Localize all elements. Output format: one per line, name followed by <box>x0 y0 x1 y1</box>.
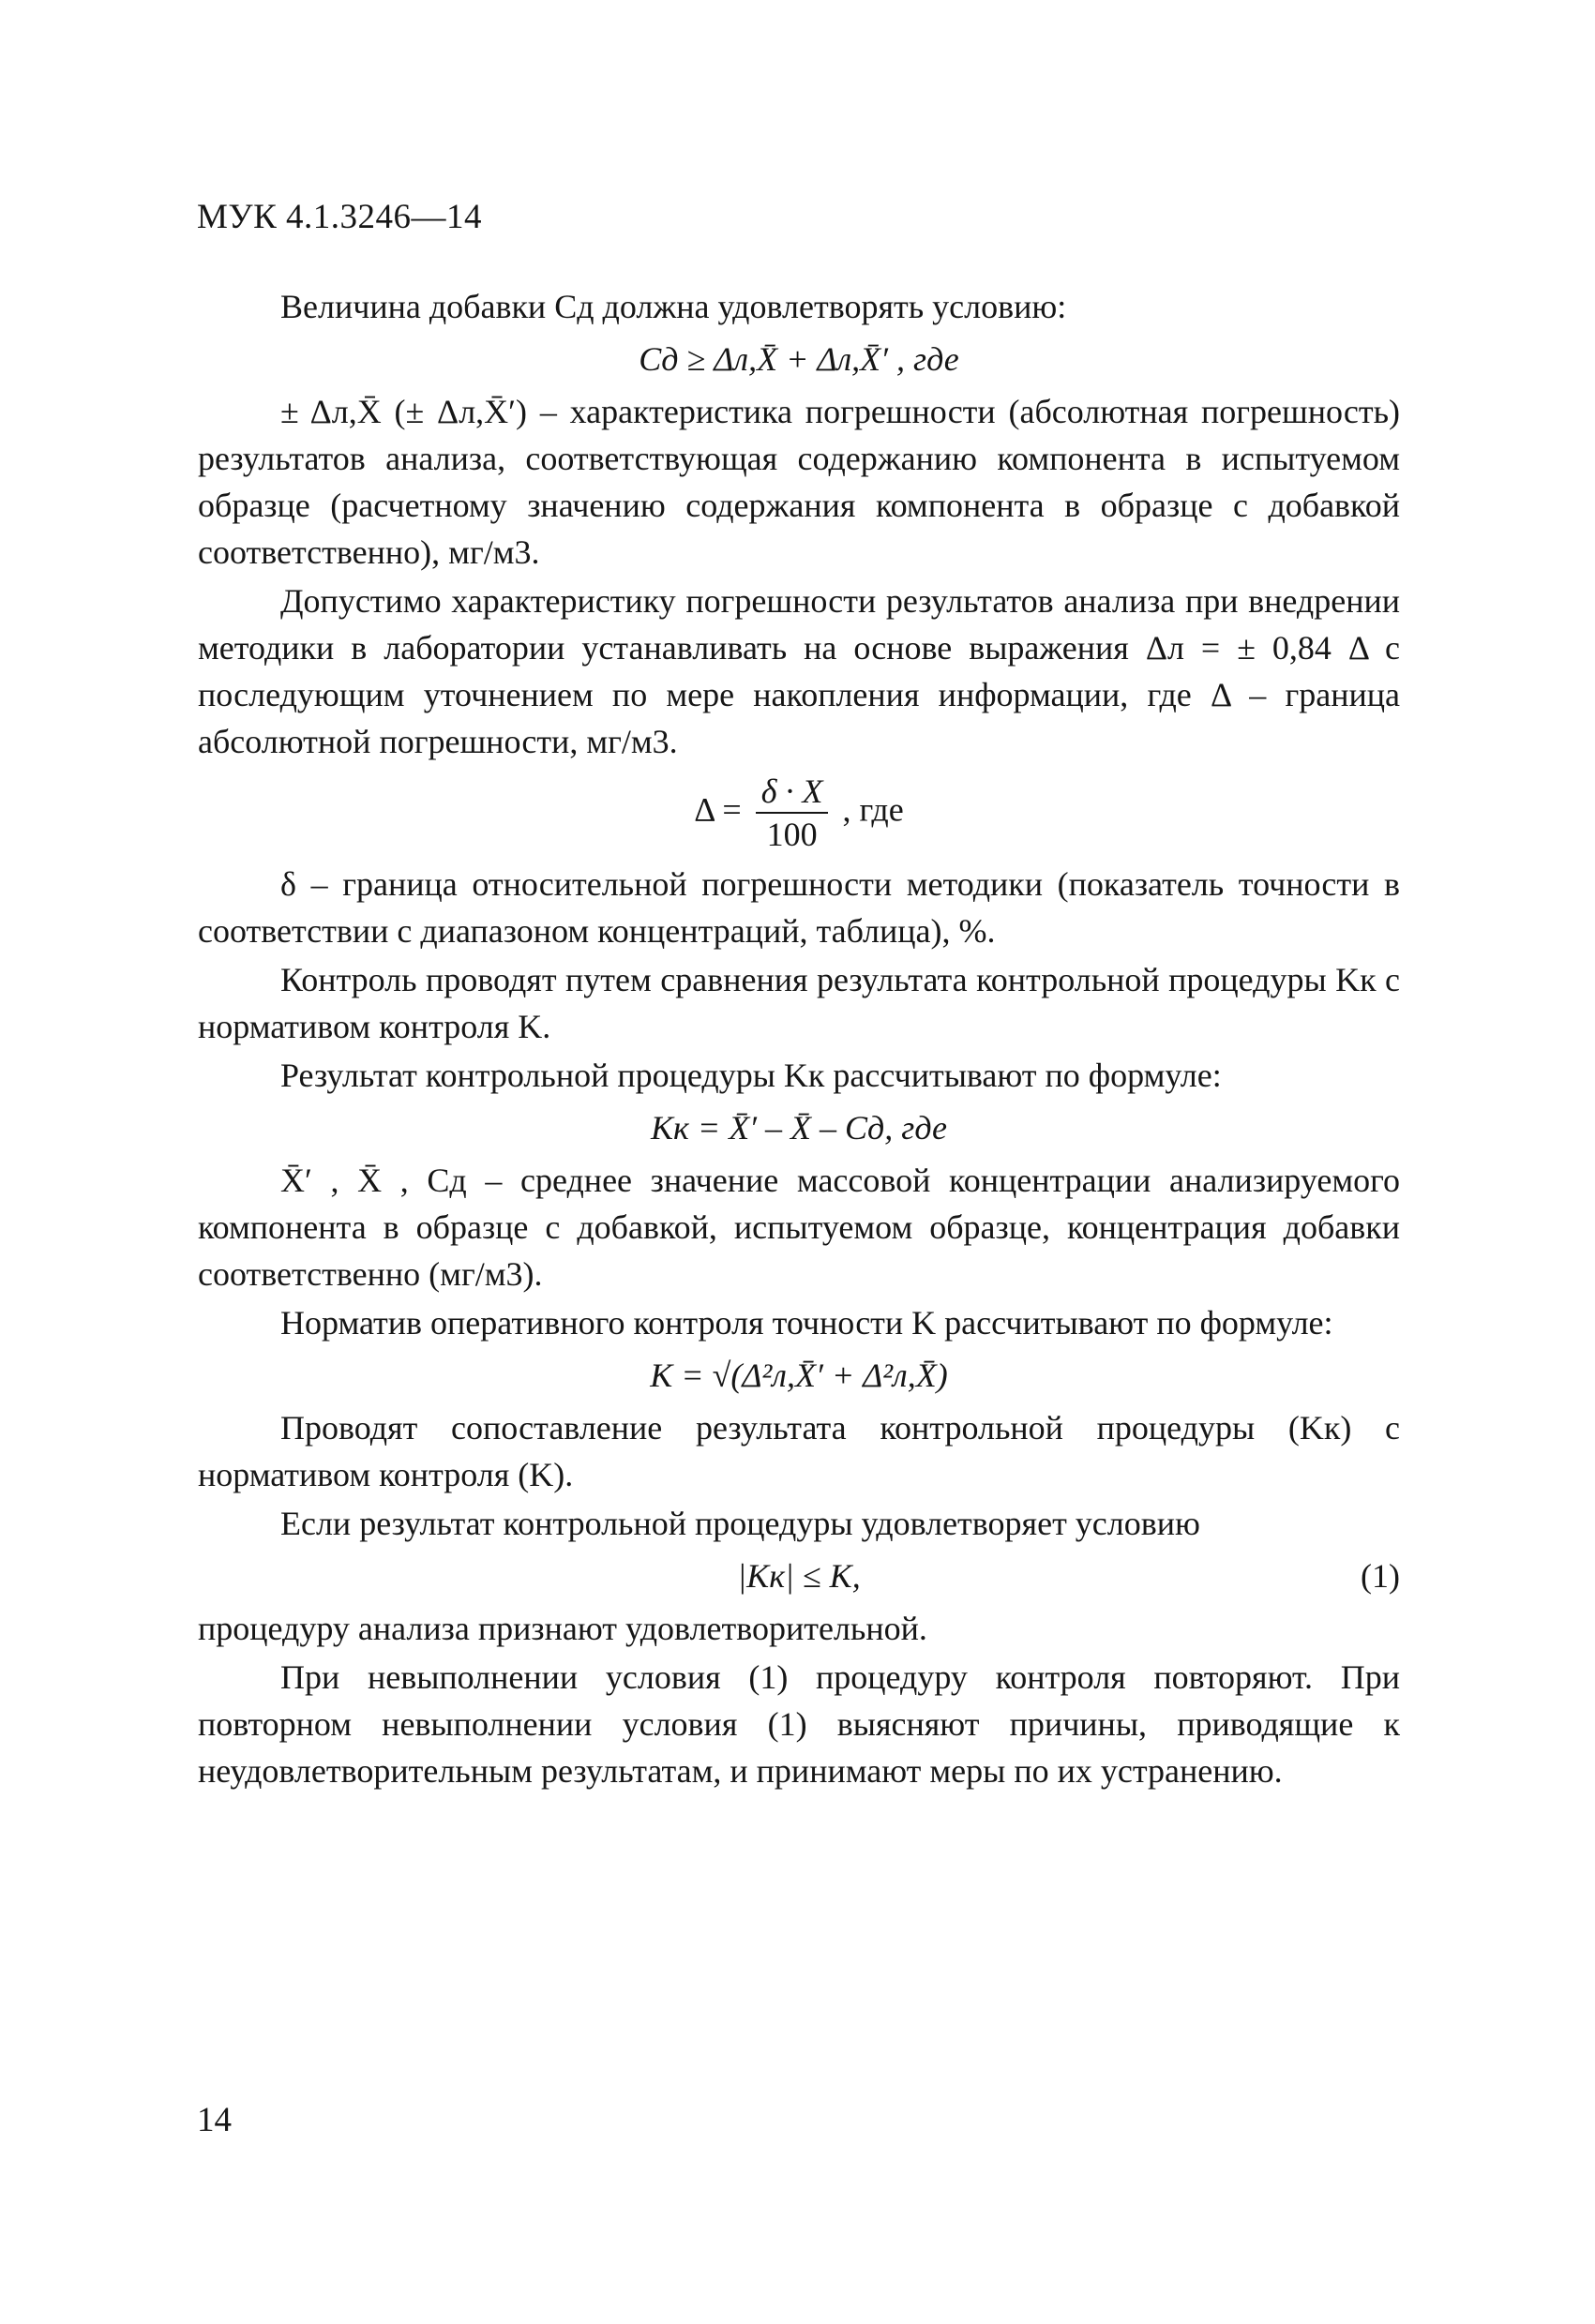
fraction-numerator: δ · X <box>756 771 829 814</box>
document-header: МУК 4.1.3246—14 <box>197 198 483 236</box>
formula-tail: , где <box>842 790 904 829</box>
fraction <box>756 771 829 855</box>
paragraph-control-standard: Норматив оперативного контроля точности K рассчитывают по формуле: <box>280 1304 1333 1342</box>
paragraph-relative-error: δ – граница относительной погрешности методики (показатель точности в соответствии с диапазоном концентраций, таблица), %. <box>198 865 1400 950</box>
paragraph-comparison: Проводят сопоставление результата контрольной процедуры (Kк) с нормативом контроля (K). <box>198 1409 1400 1493</box>
equation-number: (1) <box>1361 1557 1400 1595</box>
paragraph-admissible-error: Допустимо характеристику погрешности результатов анализа при внедрении методики в лаборатории устанавливать на основе выражения Δл = ± 0,84 Δ с последующим уточнением по мере накопления информации, где Δ – граница абсолютной погрешности, мг/м3. <box>198 582 1400 760</box>
formula-absolute-error <box>198 771 1400 855</box>
formula-control-result: Kк = X̄′ – X̄ – Cд, где <box>651 1109 947 1147</box>
formula-additive: Cд ≥ Δл,X̄ + Δл,X̄′ , где <box>639 340 959 378</box>
paragraph-repeat-control: При невыполнении условия (1) процедуру контроля повторяют. При повторном невыполнении условия (1) выясняют причины, приводящие к неудовлетворительным результатам, и принимают меры по их устранению. <box>198 1658 1400 1790</box>
paragraph-error-characteristic: ± Δл,X̄ (± Δл,X̄′) – характеристика погрешности (абсолютная погрешность) результатов анализа, соответствующая содержанию компонента в испытуемом образце (расчетному значению содержания компонента в образце с добавкой соответственно), мг/м3. <box>198 393 1400 571</box>
condition-expression: |Kк| ≤ K, <box>737 1557 861 1595</box>
formula-control-standard: K = √(Δ²л,X̄′ + Δ²л,X̄) <box>650 1357 948 1394</box>
document-body <box>198 283 1400 1796</box>
page-number: 14 <box>197 2101 232 2139</box>
paragraph-mean-values: X̄′ , X̄ , Cд – среднее значение массовой концентрации анализируемого компонента в образце с добавкой, испытуемом образце, концентрация добавки соответственно (мг/м3). <box>198 1162 1400 1293</box>
paragraph-control-method: Контроль проводят путем сравнения результата контрольной процедуры Kк с нормативом контроля K. <box>198 961 1400 1045</box>
formula-lhs: Δ = <box>694 790 742 829</box>
formula-condition <box>198 1552 1400 1599</box>
paragraph-satisfactory: процедуру анализа признают удовлетворительной. <box>198 1610 927 1647</box>
paragraph-additive-condition: Величина добавки Cд должна удовлетворять условию: <box>280 288 1067 325</box>
fraction-denominator: 100 <box>766 816 818 853</box>
paragraph-condition-intro: Если результат контрольной процедуры удовлетворяет условию <box>280 1505 1200 1542</box>
paragraph-control-result: Результат контрольной процедуры Kк рассчитывают по формуле: <box>280 1057 1222 1094</box>
